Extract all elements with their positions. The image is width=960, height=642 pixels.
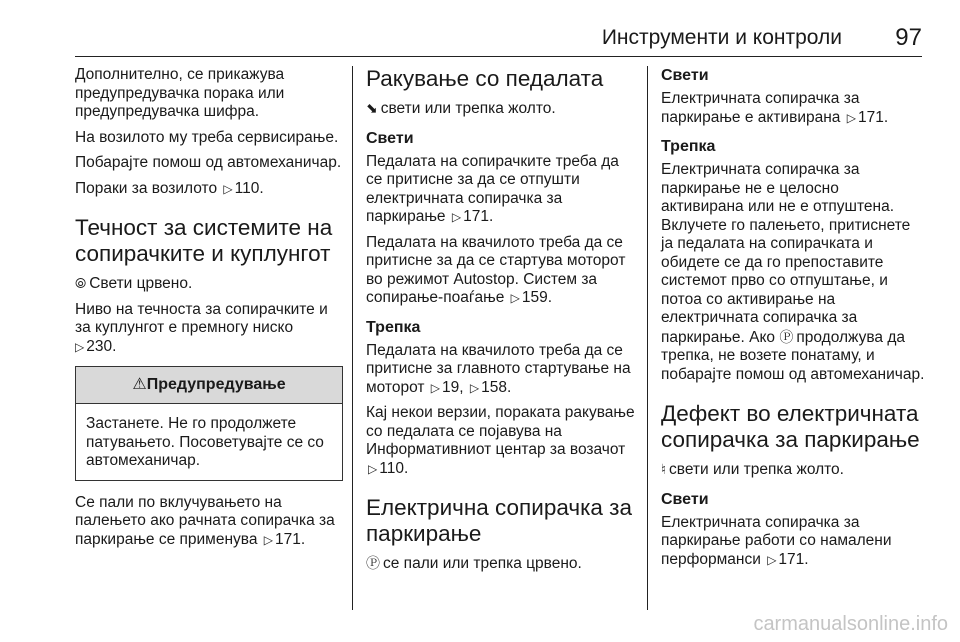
- warning-title: Предупредување: [146, 376, 286, 393]
- page-reference[interactable]: 110.: [379, 459, 409, 477]
- section-heading: Електрична сопирачка за паркирање: [366, 495, 633, 546]
- paragraph: На возилото му треба сервисирање.: [75, 128, 339, 146]
- page-header: [0, 0, 960, 56]
- paragraph: [366, 554, 636, 574]
- chapter-title: Инструменти и контроли: [601, 26, 842, 49]
- page-reference[interactable]: 19,: [442, 378, 464, 396]
- paragraph: [661, 514, 925, 570]
- paragraph-text: Електричната сопирачка за паркирање работи со намалени перформанси: [661, 513, 892, 568]
- header-rule: [75, 56, 922, 57]
- column-divider: [647, 66, 648, 610]
- page-reference[interactable]: 171.: [463, 208, 494, 225]
- paragraph-text: Свети црвено.: [89, 275, 193, 292]
- paragraph: [75, 180, 343, 199]
- paragraph-text: свети или трепка жолто.: [669, 461, 844, 478]
- reference-arrow-icon: ▷: [75, 339, 85, 354]
- paragraph-text: Педалата на квачилото треба да се притисне за главното стартување на моторот: [366, 341, 631, 396]
- paragraph: [661, 161, 925, 384]
- page-reference[interactable]: 158.: [481, 378, 512, 396]
- page-number: 97: [895, 24, 922, 51]
- column-divider: [352, 66, 353, 610]
- paragraph: [366, 153, 636, 227]
- section-heading: Течност за системите на сопирачките и куплунгот: [75, 215, 333, 266]
- paragraph-text: Ниво на течноста за сопирачките и за куплунгот е премногу ниско: [75, 300, 328, 336]
- reference-arrow-icon: ▷: [767, 552, 777, 567]
- watermark: carmanualsonline.info: [753, 613, 948, 635]
- page-reference[interactable]: 110.: [234, 179, 264, 197]
- paragraph-text: Педалата на квачилото треба да се притисне за да се стартува моторот во режимот Autostop. Систем за сопирање-поаѓање: [366, 233, 626, 306]
- parking-brake-icon: Ⓟ: [366, 555, 380, 571]
- parking-brake-icon: Ⓟ: [779, 328, 794, 345]
- paragraph: [661, 460, 925, 480]
- paragraph: Побарајте помош од автомеханичар.: [75, 154, 342, 171]
- column-2: [366, 66, 636, 581]
- paragraph: [75, 274, 343, 294]
- paragraph-text: Електричната сопирачка за паркирање не е целосно активирана или не е отпуштена. Вклучете го палењето, притиснете ја педалата на сопирачката и обидете се да го препоставите системот прво со отпуштање, и потоа со активирање на електричната сопирачка за паркирање. Ако: [661, 161, 911, 346]
- reference-arrow-icon: ▷: [510, 291, 520, 305]
- paragraph-text: Пораки за возилото: [75, 179, 218, 197]
- paragraph-text: Се пали по вклучувањето на палењето ако рачната сопирачка за паркирање се применува: [75, 493, 335, 548]
- paragraph-text: Педалата на сопирачките треба да се притисне за да се отпушти електричната сопирачка за паркирање: [366, 152, 619, 225]
- column-3: [661, 66, 925, 576]
- page-reference[interactable]: 159.: [521, 289, 553, 306]
- paragraph: [366, 234, 636, 308]
- reference-arrow-icon: ▷: [846, 110, 856, 125]
- subheading: Свети: [661, 67, 709, 84]
- reference-arrow-icon: ▷: [430, 380, 441, 395]
- column-1: [75, 66, 343, 556]
- paragraph-text: Електричната сопирачка за паркирање е активирана: [661, 90, 860, 126]
- section-heading: Дефект во електричната сопирачка за паркирање: [661, 401, 920, 452]
- page-reference[interactable]: 171.: [857, 108, 889, 126]
- reference-arrow-icon: ▷: [451, 210, 462, 224]
- paragraph-text: Кај некои верзии, пораката ракување со педалата се појавува на Информативниот центар за возачот: [366, 404, 635, 458]
- page-reference[interactable]: 171.: [778, 550, 809, 568]
- reference-arrow-icon: ▷: [263, 532, 273, 547]
- subheading: Свети: [366, 129, 414, 147]
- paragraph: [75, 494, 343, 550]
- reference-arrow-icon: ▷: [368, 461, 378, 476]
- pedal-icon: ⬊: [366, 100, 378, 116]
- section-heading: Ракување со педалата: [366, 66, 604, 91]
- paragraph-text: се пали или трепка црвено.: [383, 555, 582, 572]
- paragraph: [661, 90, 925, 127]
- warning-body: Застанете. Не го продолжете патувањето. Посоветувајте се со автомеханичар.: [86, 415, 324, 469]
- parking-brake-fault-icon: ♮: [661, 461, 667, 477]
- subheading: Трепка: [366, 318, 421, 336]
- warning-triangle-icon: ⚠: [132, 376, 147, 393]
- paragraph-text: свети или трепка жолто.: [380, 100, 556, 117]
- page-reference[interactable]: 171.: [275, 530, 306, 548]
- paragraph: [366, 342, 636, 398]
- subheading: Свети: [661, 490, 709, 508]
- reference-arrow-icon: ▷: [469, 380, 480, 395]
- paragraph: [366, 404, 636, 478]
- reference-arrow-icon: ▷: [223, 181, 233, 196]
- brake-fluid-icon: ⦾: [75, 275, 87, 291]
- paragraph: [75, 301, 343, 357]
- paragraph: Дополнително, се прикажува предупредувачка порака или предупредувачка шифра.: [75, 66, 285, 120]
- warning-box: [75, 366, 343, 481]
- paragraph: [366, 99, 636, 119]
- subheading: Трепка: [661, 138, 716, 155]
- paragraph-text: продолжува да трепка, не возете понатаму, и побарајте помош од автомеханичар.: [661, 328, 925, 383]
- page-reference[interactable]: 230.: [86, 337, 117, 355]
- warning-header: [76, 367, 342, 404]
